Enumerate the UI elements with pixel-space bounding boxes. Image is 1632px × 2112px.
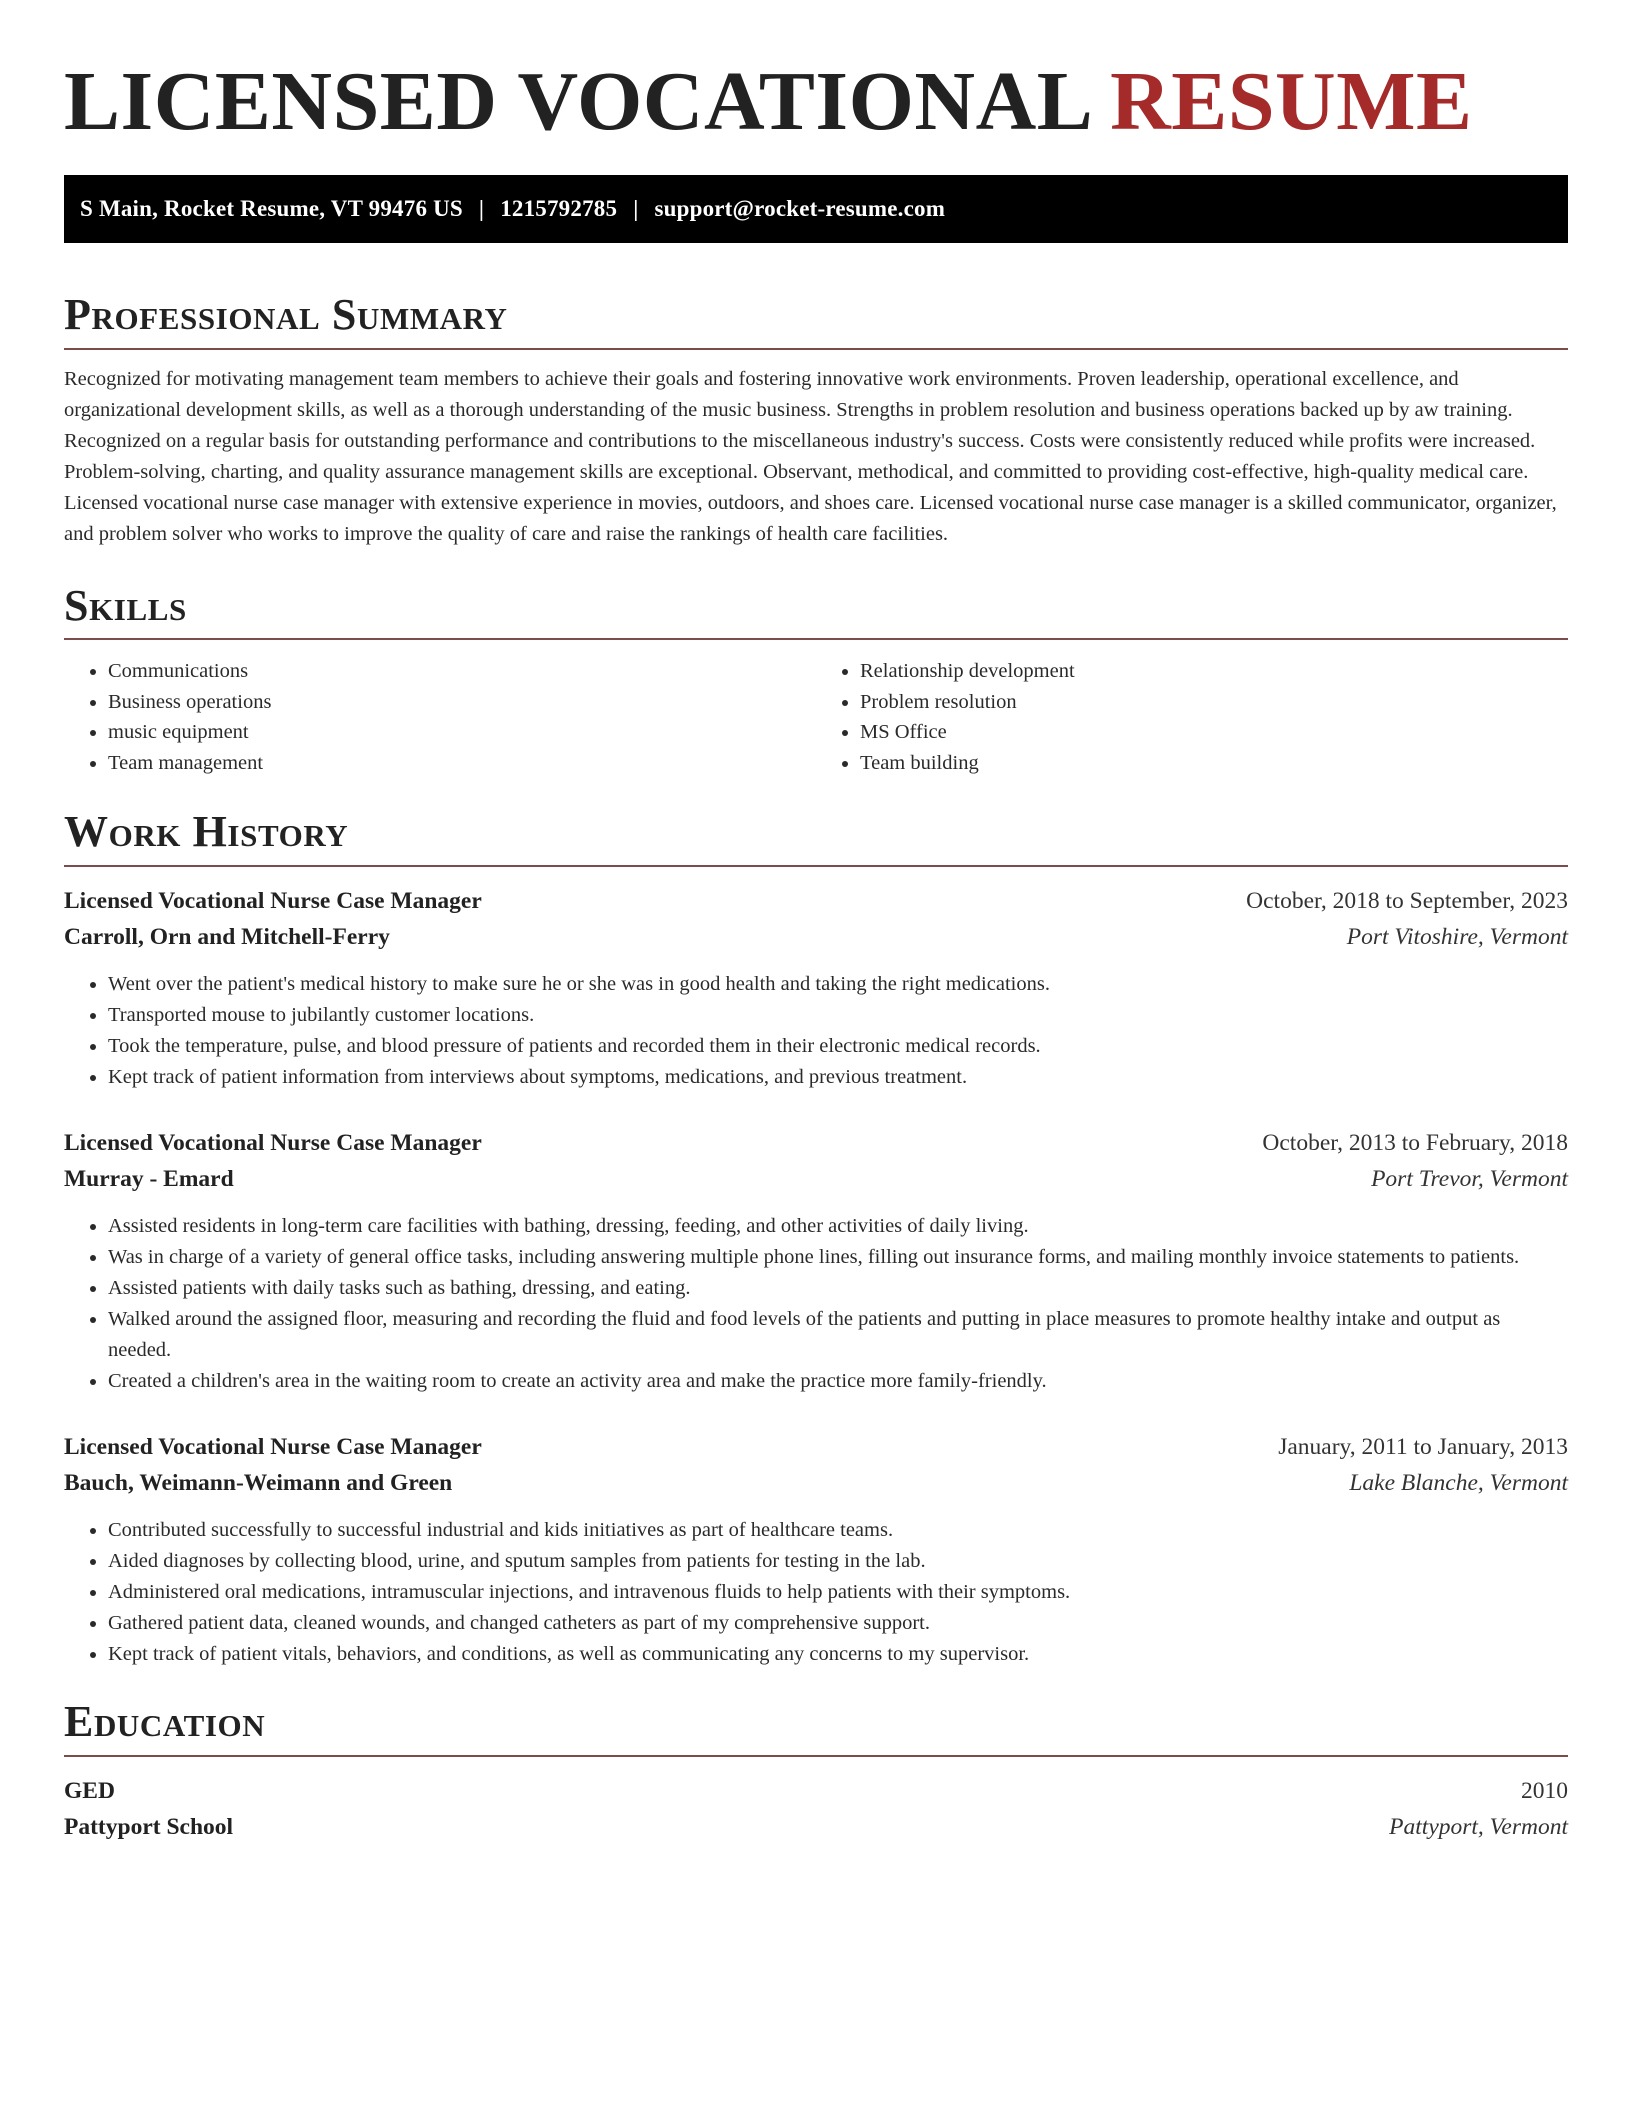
- job-title: Licensed Vocational Nurse Case Manager: [64, 1434, 482, 1461]
- skill-item: • Relationship development: [860, 656, 1568, 687]
- duty-item: • Walked around the assigned floor, measuring and recording the fluid and food levels of the patients and putting in place measures to promote healthy intake and output as needed.: [108, 1304, 1568, 1366]
- job-company: Bauch, Weimann-Weimann and Green: [64, 1470, 453, 1497]
- job-location: Port Vitoshire, Vermont: [1346, 924, 1568, 951]
- job-dates: January, 2011 to January, 2013: [1278, 1434, 1568, 1461]
- education-section: [64, 1696, 1568, 1843]
- duty-item: • Aided diagnoses by collecting blood, urine, and sputum samples from patients for testing in the lab.: [108, 1546, 1568, 1577]
- job-location: Lake Blanche, Vermont: [1349, 1470, 1568, 1497]
- duty-item: • Was in charge of a variety of general office tasks, including answering multiple phone lines, filling out insurance forms, and mailing monthly invoice statements to patients.: [108, 1242, 1568, 1273]
- education-degree: GED: [64, 1777, 115, 1804]
- duty-item: • Transported mouse to jubilantly customer locations.: [108, 1000, 1568, 1031]
- contact-separator: |: [633, 195, 639, 221]
- skill-item: • Team building: [860, 748, 1568, 779]
- education-year: 2010: [1521, 1777, 1568, 1804]
- contact-address: S Main, Rocket Resume, VT 99476 US: [80, 195, 463, 221]
- education-location: Pattyport, Vermont: [1389, 1813, 1568, 1840]
- contact-bar: [64, 175, 1568, 243]
- skill-item: • music equipment: [108, 717, 816, 748]
- education-school: Pattyport School: [64, 1813, 234, 1840]
- skills-right-column: [816, 656, 1568, 778]
- skill-item: • MS Office: [860, 717, 1568, 748]
- summary-section: [64, 289, 1568, 550]
- job-duties: [64, 1515, 1568, 1670]
- work-history-heading: Work History: [64, 806, 1568, 867]
- duty-item: • Kept track of patient vitals, behaviors, and conditions, as well as communicating any concerns to my supervisor.: [108, 1639, 1568, 1670]
- contact-separator: |: [478, 195, 485, 221]
- skill-item: • Problem resolution: [860, 687, 1568, 718]
- duty-item: • Kept track of patient information from interviews about symptoms, medications, and previous treatment.: [108, 1062, 1568, 1093]
- contact-phone: 1215792785: [500, 195, 618, 221]
- skills-section: [64, 580, 1568, 779]
- skills-grid: [64, 656, 1568, 778]
- duty-item: • Created a children's area in the waiting room to create an activity area and make the practice more family-friendly.: [108, 1366, 1568, 1397]
- job-title: Licensed Vocational Nurse Case Manager: [64, 1130, 482, 1157]
- job-company: Murray - Emard: [64, 1166, 234, 1193]
- skill-item: • Communications: [108, 656, 816, 687]
- title-accent: RESUME: [1110, 55, 1473, 148]
- job-title: Licensed Vocational Nurse Case Manager: [64, 888, 482, 915]
- duty-item: • Gathered patient data, cleaned wounds, and changed catheters as part of my comprehensive support.: [108, 1608, 1568, 1639]
- job-company: Carroll, Orn and Mitchell-Ferry: [64, 924, 390, 951]
- summary-heading: Professional Summary: [64, 289, 1568, 350]
- duty-item: • Assisted patients with daily tasks such as bathing, dressing, and eating.: [108, 1273, 1568, 1304]
- resume-title: [64, 52, 1568, 153]
- job-entry: [64, 1127, 1568, 1397]
- duty-item: • Contributed successfully to successful industrial and kids initiatives as part of healthcare teams.: [108, 1515, 1568, 1546]
- job-duties: [64, 969, 1568, 1093]
- skills-heading: Skills: [64, 580, 1568, 641]
- contact-email: support@rocket-resume.com: [654, 195, 946, 221]
- skills-left-column: [64, 656, 816, 778]
- job-entry: [64, 1431, 1568, 1670]
- duty-item: • Administered oral medications, intramuscular injections, and intravenous fluids to help patients with their symptoms.: [108, 1577, 1568, 1608]
- job-dates: October, 2018 to September, 2023: [1246, 888, 1568, 915]
- duty-item: • Took the temperature, pulse, and blood pressure of patients and recorded them in their electronic medical records.: [108, 1031, 1568, 1062]
- job-dates: October, 2013 to February, 2018: [1262, 1130, 1568, 1157]
- title-main: LICENSED VOCATIONAL: [64, 55, 1089, 148]
- education-heading: Education: [64, 1696, 1568, 1757]
- duty-item: • Went over the patient's medical history to make sure he or she was in good health and taking the right medications.: [108, 969, 1568, 1000]
- skill-item: • Team management: [108, 748, 816, 779]
- job-entry: [64, 885, 1568, 1093]
- education-entry: [64, 1775, 1568, 1843]
- job-duties: [64, 1211, 1568, 1397]
- duty-item: • Assisted residents in long-term care facilities with bathing, dressing, feeding, and other activities of daily living.: [108, 1211, 1568, 1242]
- skill-item: • Business operations: [108, 687, 816, 718]
- summary-text: Recognized for motivating management team members to achieve their goals and fostering innovative work environments. Proven leadership, operational excellence, and organizational development skills, as well as a thorough understanding of the music business. Strengths in problem resolution and business operations backed up by aw training. Recognized on a regular basis for outstanding performance and contributions to the miscellaneous industry's success. Costs were consistently reduced while profits were increased. Problem-solving, charting, and quality assurance management skills are exceptional. Observant, methodical, and committed to providing cost-effective, high-quality medical care. Licensed vocational nurse case manager with extensive experience in movies, outdoors, and shoes care. Licensed vocational nurse case manager is a skilled communicator, organizer, and problem solver who works to improve the quality of care and raise the rankings of health care facilities.: [64, 367, 1557, 545]
- job-location: Port Trevor, Vermont: [1371, 1166, 1568, 1193]
- work-history-section: [64, 806, 1568, 1670]
